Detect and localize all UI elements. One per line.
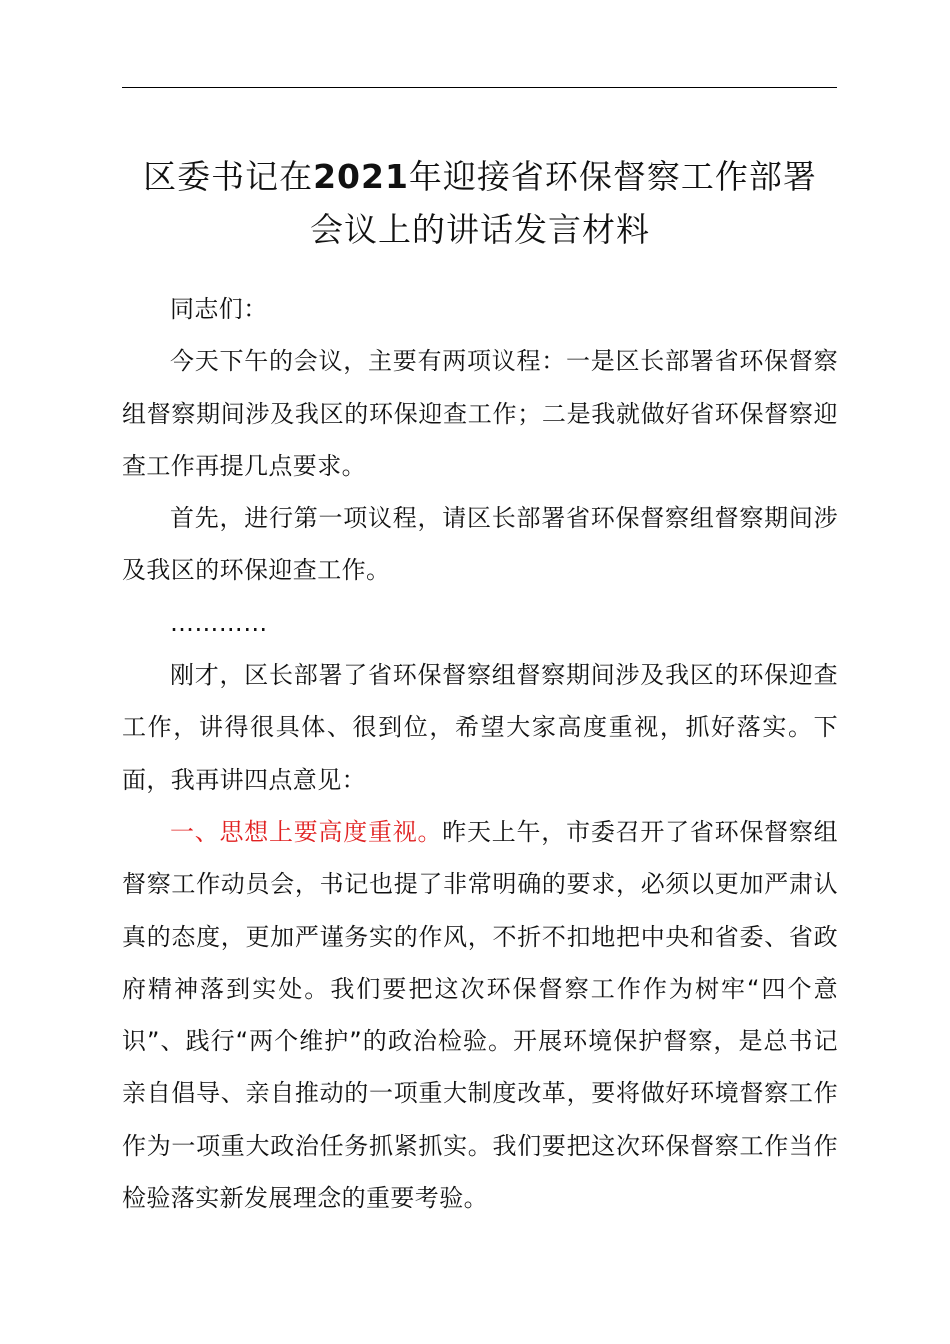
- document-title: [110, 150, 850, 256]
- title-year: 2021: [313, 157, 409, 196]
- title-suffix: 年迎接省环保督察工作部署: [408, 157, 817, 196]
- paragraph-agenda: 今天下午的会议，主要有两项议程：一是区长部署省环保督察组督察期间涉及我区的环保迎查工作；二是我就做好省环保督察迎查工作再提几点要求。: [122, 347, 838, 480]
- title-line-1: [110, 150, 850, 203]
- document-body: [122, 283, 838, 1224]
- salutation: 同志们：: [170, 295, 268, 323]
- title-line-2: 会议上的讲话发言材料: [310, 210, 650, 249]
- point-one-body: 昨天上午，市委召开了省环保督察组督察工作动员会，书记也提了非常明确的要求，必须以更加严肃认真的态度，更加严谨务实的作风，不折不扣地把中央和省委、省政府精神落到实处。我们要把这次环保督察工作作为树牢“四个意识”、践行“两个维护”的政治检验。开展环境保护督察，是总书记亲自倡导、亲自推动的一项重大制度改革，要将做好环境督察工作作为一项重大政治任务抓紧抓实。我们要把这次环保督察工作当作检验落实新发展理念的重要考验。: [122, 817, 838, 1213]
- point-one-heading: 一、思想上要高度重视。: [170, 817, 443, 846]
- paragraph-four-points: 刚才，区长部署了省环保督察组督察期间涉及我区的环保迎查工作，讲得很具体、很到位，希望大家高度重视，抓好落实。下面，我再讲四点意见：: [122, 661, 838, 794]
- ellipsis: …………: [170, 608, 268, 637]
- header-rule: [122, 87, 837, 88]
- paragraph-point-one: [122, 806, 838, 1224]
- paragraph-first-item: 首先，进行第一项议程，请区长部署省环保督察组督察期间涉及我区的环保迎查工作。: [122, 504, 838, 585]
- title-prefix: 区委书记在: [143, 157, 314, 196]
